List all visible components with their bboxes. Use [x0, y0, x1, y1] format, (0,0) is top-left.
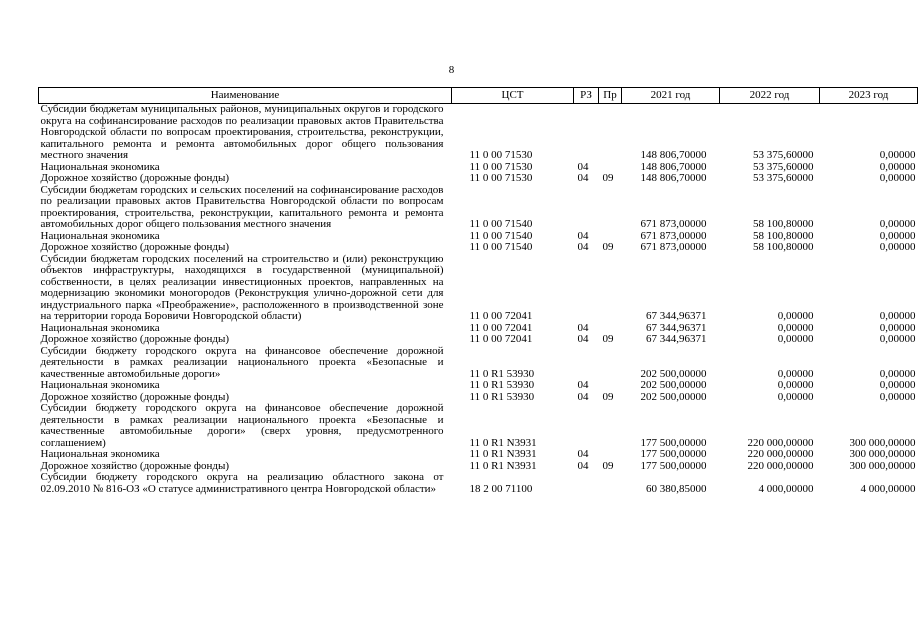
row-pr	[599, 254, 622, 323]
row-2021: 671 873,00000	[640, 218, 707, 230]
row-2021: 148 806,70000	[640, 149, 707, 161]
table-row	[39, 242, 918, 254]
row-2022: 53 375,60000	[753, 160, 814, 173]
row-2022: 53 375,60000	[753, 149, 814, 161]
row-pr: 09	[602, 459, 614, 472]
row-2021: 202 500,00000	[640, 390, 707, 403]
row-name: Субсидии бюджетам городских поселений на строительство и (или) реконструкцию объектов инфраструктуры, находящихся в государственной (муниципальной) собственности, в целях реализации инвестиционных проектов, направленных на модернизацию экономики моногородов (Реконструкция улично-дорожной сети для индустриального парка «Преображение», расположенного в производственной зоне на территории города Боровичи Новгородской области)	[40, 252, 444, 322]
row-2021: 148 806,70000	[640, 172, 707, 184]
row-rz	[574, 346, 599, 381]
row-2023: 300 000,00000	[849, 448, 916, 460]
row-name: Дорожное хозяйство (дорожные фонды)	[40, 333, 230, 345]
row-rz	[574, 403, 599, 449]
row-2021: 202 500,00000	[640, 367, 707, 380]
row-pr: 09	[602, 390, 614, 403]
row-2023: 0,00000	[879, 310, 916, 322]
row-pr	[599, 472, 622, 495]
row-cst: 11 0 R1 N3931	[469, 459, 537, 472]
row-rz: 04	[577, 379, 589, 391]
row-name: Дорожное хозяйство (дорожные фонды)	[40, 459, 230, 472]
row-rz: 04	[577, 448, 589, 460]
row-2021: 202 500,00000	[640, 379, 707, 391]
row-2022: 0,00000	[777, 367, 814, 380]
row-cst: 11 0 R1 N3931	[469, 448, 537, 460]
row-2022: 0,00000	[777, 321, 814, 334]
row-2022: 220 000,00000	[747, 436, 814, 449]
page-number: 8	[448, 64, 455, 76]
table-row	[39, 403, 918, 449]
row-rz: 04	[577, 333, 589, 345]
row-2021: 177 500,00000	[640, 436, 707, 449]
row-rz: 04	[577, 321, 589, 334]
row-name: Субсидии бюджету городского округа на финансовое обеспечение дорожной деятельности в рамках реализации национального проекта «Безопасные и качественные автомобильные дороги»	[40, 344, 444, 380]
row-pr: 09	[602, 333, 614, 345]
row-2021: 177 500,00000	[640, 448, 707, 460]
row-2023: 0,00000	[879, 333, 916, 345]
row-name: Дорожное хозяйство (дорожные фонды)	[40, 390, 230, 403]
row-2022: 220 000,00000	[747, 448, 814, 460]
row-name: Национальная экономика	[40, 379, 160, 391]
row-cst: 11 0 R1 53930	[469, 379, 535, 391]
row-rz: 04	[577, 390, 589, 403]
row-rz: 04	[577, 459, 589, 472]
row-2022: 53 375,60000	[753, 172, 814, 184]
row-pr: 09	[602, 241, 614, 253]
row-2023: 0,00000	[879, 241, 916, 253]
table-row	[39, 472, 918, 495]
row-cst: 11 0 00 71530	[469, 160, 533, 173]
header-2022: 2022 год	[720, 88, 820, 104]
row-name: Субсидии бюджету городского округа на финансовое обеспечение дорожной деятельности в рамках реализации национального проекта «Безопасные и качественные автомобильные дороги» (сверх уровня, предусмотренного соглашением)	[40, 402, 444, 449]
table-row	[39, 104, 918, 162]
table-row	[39, 173, 918, 185]
row-pr	[599, 104, 622, 162]
row-cst: 11 0 00 71530	[469, 172, 533, 184]
row-cst: 11 0 00 71540	[469, 241, 533, 253]
row-name: Национальная экономика	[40, 448, 160, 460]
row-pr	[599, 449, 622, 461]
row-cst: 18 2 00 71100	[469, 482, 533, 495]
row-cst: 11 0 R1 53930	[469, 367, 535, 380]
row-name: Субсидии бюджетам муниципальных районов, муниципальных округов и городского округа на софинансирование расходов по реализации правовых актов Правительства Новгородской области по вопросам проектирования, строительства, реконструкции, капитального ремонта и ремонта автомобильных дорог общего пользования местного значения	[40, 103, 444, 161]
row-name: Национальная экономика	[40, 229, 160, 242]
row-rz: 04	[577, 229, 589, 242]
row-2023: 0,00000	[879, 321, 916, 334]
row-2023: 4 000,00000	[860, 482, 916, 495]
table-row	[39, 185, 918, 231]
row-2023: 300 000,00000	[849, 436, 916, 449]
row-name: Дорожное хозяйство (дорожные фонды)	[40, 241, 230, 253]
row-2021: 60 380,85000	[646, 482, 707, 495]
row-cst: 11 0 00 71540	[469, 218, 533, 230]
row-rz: 04	[577, 241, 589, 253]
table-header	[39, 88, 918, 104]
budget-table	[38, 87, 918, 495]
row-2021: 177 500,00000	[640, 459, 707, 472]
row-cst: 11 0 R1 N3931	[469, 436, 537, 449]
row-2021: 671 873,00000	[640, 241, 707, 253]
header-2023: 2023 год	[820, 88, 918, 104]
row-2022: 0,00000	[777, 379, 814, 391]
table-row	[39, 334, 918, 346]
row-2021: 67 344,96371	[646, 310, 707, 322]
row-2023: 0,00000	[879, 229, 916, 242]
row-cst: 11 0 00 72041	[469, 310, 533, 322]
table-body	[39, 104, 918, 496]
row-2023: 0,00000	[879, 367, 916, 380]
header-pr: Пр	[599, 88, 622, 104]
row-name: Субсидии бюджету городского округа на реализацию областного закона от 02.09.2010 № 816-ОЗ «О статусе административного центра Новгородской области»	[40, 471, 444, 495]
header-cst: ЦСТ	[452, 88, 574, 104]
row-rz	[574, 254, 599, 323]
row-2021: 67 344,96371	[646, 321, 707, 334]
row-2022: 0,00000	[777, 333, 814, 345]
header-2021: 2021 год	[622, 88, 720, 104]
row-2023: 0,00000	[879, 218, 916, 230]
row-2022: 220 000,00000	[747, 459, 814, 472]
row-rz	[574, 185, 599, 231]
row-pr	[599, 380, 622, 392]
row-2022: 58 100,80000	[753, 218, 814, 230]
row-2021: 671 873,00000	[640, 229, 707, 242]
row-2021: 67 344,96371	[646, 333, 707, 345]
row-2021: 148 806,70000	[640, 160, 707, 173]
header-name: Наименование	[39, 88, 452, 104]
row-name: Национальная экономика	[40, 160, 160, 173]
row-rz: 04	[577, 160, 589, 173]
row-2023: 0,00000	[879, 149, 916, 161]
row-rz	[574, 472, 599, 495]
row-cst: 11 0 00 72041	[469, 321, 533, 334]
row-pr	[599, 346, 622, 381]
row-cst: 11 0 00 71540	[469, 229, 533, 242]
row-2023: 0,00000	[879, 379, 916, 391]
row-2023: 0,00000	[879, 160, 916, 173]
row-2022: 58 100,80000	[753, 229, 814, 242]
row-2022: 58 100,80000	[753, 241, 814, 253]
row-2022: 0,00000	[777, 310, 814, 322]
row-pr: 09	[602, 172, 614, 184]
row-name: Национальная экономика	[40, 321, 160, 334]
row-pr	[599, 185, 622, 231]
row-cst: 11 0 00 71530	[469, 149, 533, 161]
row-2023: 300 000,00000	[849, 459, 916, 472]
header-rz: РЗ	[574, 88, 599, 104]
row-2022: 0,00000	[777, 390, 814, 403]
row-2023: 0,00000	[879, 390, 916, 403]
table-row	[39, 380, 918, 392]
row-pr	[599, 403, 622, 449]
table-row	[39, 254, 918, 323]
row-name: Субсидии бюджетам городских и сельских поселений на софинансирование расходов по реализации правовых актов Правительства Новгородской области по вопросам проектирования, строительства, реконструкции, капитального ремонта и ремонта автомобильных дорог общего пользования местного значения	[40, 183, 444, 230]
row-cst: 11 0 00 72041	[469, 333, 533, 345]
row-2022: 4 000,00000	[758, 482, 814, 495]
table-row	[39, 449, 918, 461]
row-name: Дорожное хозяйство (дорожные фонды)	[40, 172, 230, 184]
row-rz: 04	[577, 172, 589, 184]
row-cst: 11 0 R1 53930	[469, 390, 535, 403]
row-rz	[574, 104, 599, 162]
table-row	[39, 346, 918, 381]
row-2023: 0,00000	[879, 172, 916, 184]
